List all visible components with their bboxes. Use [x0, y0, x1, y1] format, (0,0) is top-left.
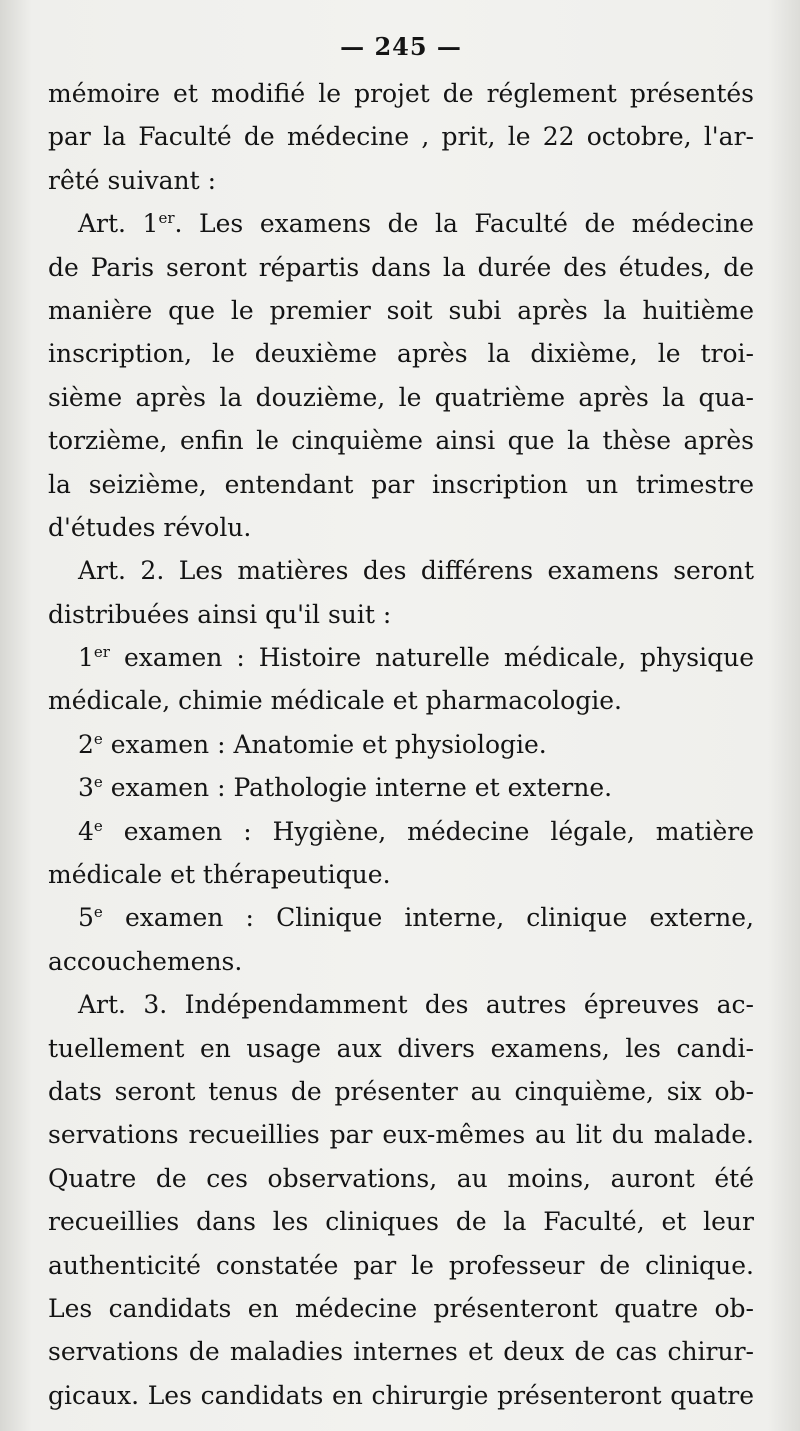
text-line: [48, 289, 754, 332]
line-text-continued: examen : Clinique interne, clinique externe,: [102, 903, 754, 933]
text-line: [48, 1157, 754, 1200]
text-line: [48, 983, 754, 1026]
text-line: [48, 679, 754, 722]
text-line: [48, 1374, 754, 1417]
text-line: [48, 72, 754, 115]
text-line: [48, 853, 754, 896]
text-line: [48, 202, 754, 245]
line-text: la seizième, entendant par inscription un trimestre: [48, 469, 754, 499]
line-text: sième après la douzième, le quatrième après la qua-: [48, 382, 754, 412]
text-line: [48, 419, 754, 462]
line-text: gicaux. Les candidats en chirurgie présenteront quatre: [48, 1380, 754, 1410]
line-text: 3: [78, 773, 94, 803]
line-text: torzième, enfin le cinquième ainsi que la thèse après: [48, 426, 754, 456]
text-line: [48, 332, 754, 375]
line-text: d'études révolu.: [48, 512, 252, 542]
line-text: recueillies dans les cliniques de la Faculté, et leur: [48, 1207, 754, 1237]
line-text: inscription, le deuxième après la dixième, le troi-: [48, 339, 754, 369]
line-text: rêté suivant :: [48, 165, 217, 195]
line-text: Quatre de ces observations, au moins, auront été: [48, 1163, 754, 1193]
text-line: [48, 1200, 754, 1243]
text-line: [48, 636, 754, 679]
line-text: Art. 2. Les matières des différens examens seront: [78, 556, 754, 586]
body-text: [48, 72, 754, 1417]
text-line: [48, 246, 754, 289]
line-text: servations de maladies internes et deux de cas chirur-: [48, 1337, 754, 1367]
text-line: [48, 1244, 754, 1287]
line-text: médicale, chimie médicale et pharmacologie.: [48, 686, 622, 716]
line-text: authenticité constatée par le professeur de clinique.: [48, 1250, 754, 1280]
line-text-continued: examen : Pathologie interne et externe.: [102, 773, 613, 803]
text-line: [48, 723, 754, 766]
line-text: médicale et thérapeutique.: [48, 860, 391, 890]
line-text: tuellement en usage aux divers examens, les candi-: [48, 1033, 754, 1063]
line-text: manière que le premier soit subi après la huitième: [48, 295, 754, 325]
page-number: — 245 —: [340, 32, 462, 61]
text-line: [48, 766, 754, 809]
text-line: [48, 463, 754, 506]
text-line: [48, 1113, 754, 1156]
text-line: [48, 1287, 754, 1330]
text-line: [48, 810, 754, 853]
superscript: e: [93, 729, 103, 748]
text-line: [48, 940, 754, 983]
superscript: e: [93, 816, 103, 835]
superscript: er: [93, 643, 110, 662]
text-line: [48, 115, 754, 158]
text-line: [48, 506, 754, 549]
line-text: 2: [78, 729, 94, 759]
line-text: par la Faculté de médecine , prit, le 22 octobre, l'ar-: [48, 122, 754, 152]
text-line: [48, 376, 754, 419]
line-text: dats seront tenus de présenter au cinquième, six ob-: [48, 1076, 754, 1106]
line-text: 1: [78, 643, 94, 673]
line-text: Les candidats en médecine présenteront quatre ob-: [48, 1293, 754, 1323]
superscript: er: [158, 209, 175, 228]
text-line: [48, 159, 754, 202]
line-text: distribuées ainsi qu'il suit :: [48, 599, 392, 629]
text-line: [48, 593, 754, 636]
text-line: [48, 1330, 754, 1373]
text-line: [48, 549, 754, 592]
superscript: e: [93, 773, 103, 792]
line-text-continued: . Les examens de la Faculté de médecine: [174, 209, 754, 239]
line-text: servations recueillies par eux-mêmes au lit du malade.: [48, 1120, 754, 1150]
line-text-continued: examen : Anatomie et physiologie.: [102, 729, 547, 759]
line-text-continued: examen : Histoire naturelle médicale, physique: [109, 643, 754, 673]
text-line: [48, 1070, 754, 1113]
text-line: [48, 896, 754, 939]
line-text: de Paris seront répartis dans la durée des études, de: [48, 252, 754, 282]
line-text-continued: examen : Hygiène, médecine légale, matière: [102, 816, 754, 846]
line-text: Art. 1: [78, 209, 159, 239]
line-text: 4: [78, 816, 94, 846]
text-line: [48, 1027, 754, 1070]
line-text: accouchemens.: [48, 946, 243, 976]
line-text: Art. 3. Indépendamment des autres épreuves ac-: [78, 990, 754, 1020]
line-text: 5: [78, 903, 94, 933]
superscript: e: [93, 903, 103, 922]
line-text: mémoire et modifié le projet de réglement présentés: [48, 79, 754, 108]
